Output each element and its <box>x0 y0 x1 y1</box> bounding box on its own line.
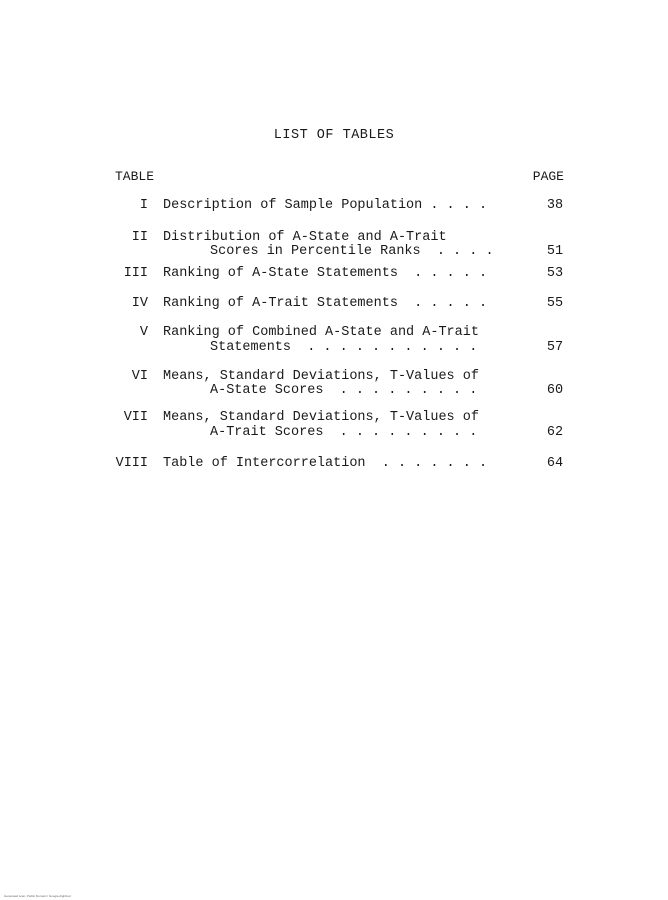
entry-page: 53 <box>546 266 564 281</box>
entry-page: 51 <box>546 244 564 259</box>
entry-title: Distribution of A-State and A-Trait <box>163 230 447 245</box>
table-numeral: V <box>139 325 148 340</box>
table-numeral: II <box>131 230 148 245</box>
entry-page: 57 <box>546 340 564 355</box>
entry-title: Means, Standard Deviations, T-Values of <box>163 369 479 384</box>
entry-title-continued: Statements . . . . . . . . . . . <box>210 340 478 355</box>
entry-title: Description of Sample Population . . . . <box>163 198 488 213</box>
entry-title-continued: A-State Scores . . . . . . . . . <box>210 383 478 398</box>
table-numeral: IV <box>131 296 148 311</box>
entry-page: 64 <box>546 456 564 471</box>
entry-page: 62 <box>546 425 564 440</box>
table-numeral: III <box>123 266 148 281</box>
page-title: LIST OF TABLES <box>273 128 395 143</box>
entry-title: Means, Standard Deviations, T-Values of <box>163 410 479 425</box>
entry-title: Ranking of A-Trait Statements . . . . . <box>163 296 488 311</box>
entry-page: 55 <box>546 296 564 311</box>
entry-title-continued: Scores in Percentile Ranks . . . . <box>210 244 494 259</box>
scan-footer: Generated scan. Public Domain / Google-digitized <box>4 894 71 898</box>
entry-title-continued: A-Trait Scores . . . . . . . . . <box>210 425 478 440</box>
entry-title: Table of Intercorrelation . . . . . . . <box>163 456 488 471</box>
page-column-header: PAGE <box>532 169 564 184</box>
entry-title: Ranking of A-State Statements . . . . . <box>163 266 488 281</box>
table-numeral: VIII <box>115 456 148 471</box>
table-numeral: I <box>139 198 148 213</box>
table-numeral: VII <box>123 410 148 425</box>
table-column-header: TABLE <box>115 169 155 184</box>
entry-page: 60 <box>546 383 564 398</box>
entry-title: Ranking of Combined A-State and A-Trait <box>163 325 479 340</box>
table-numeral: VI <box>131 369 148 384</box>
entry-page: 38 <box>546 198 564 213</box>
